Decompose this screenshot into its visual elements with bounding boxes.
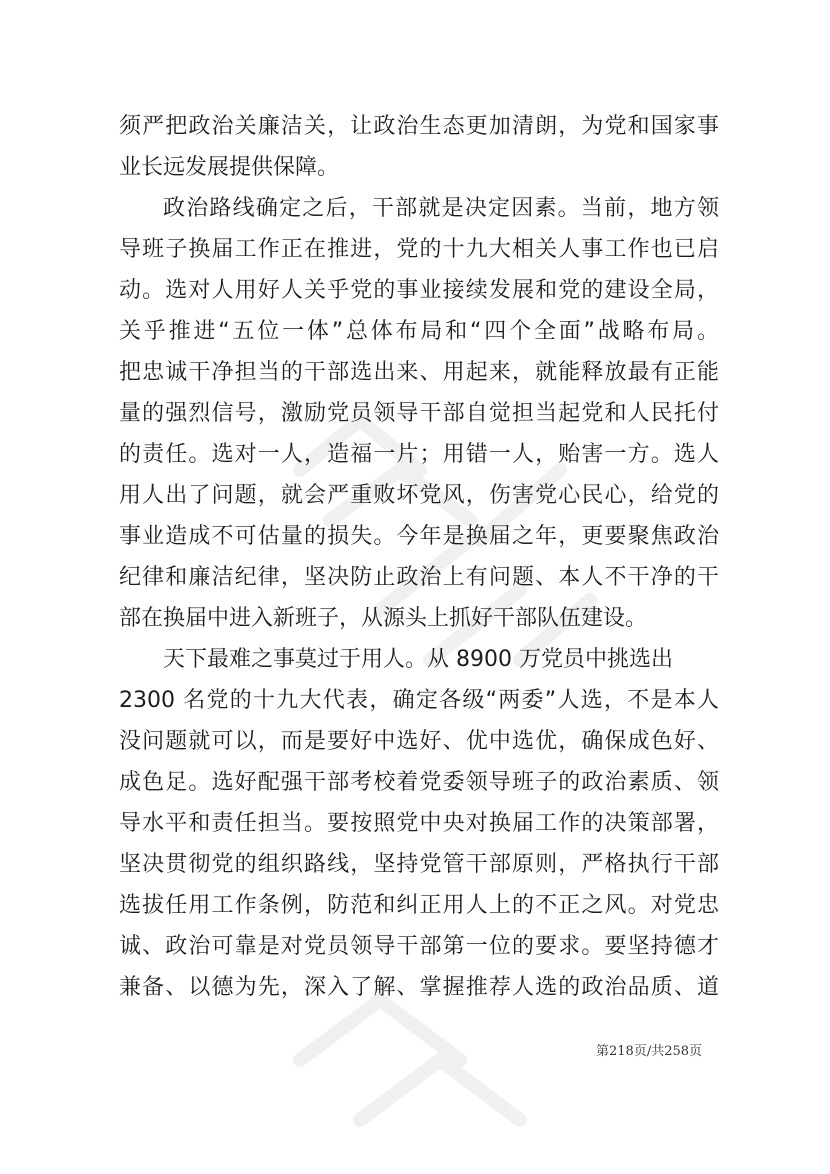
text-line: 没问题就可以，而是要好中选好、优中选优，确保成色好、 [119,729,719,754]
text-line: 关乎推进“五位一体”总体布局和“四个全面”战略布局。 [119,319,719,344]
text-line: 成色足。选好配强干部考校着党委领导班子的政治素质、领 [119,770,719,795]
text-line: 部在换届中进入新班子，从源头上抓好干部队伍建设。 [119,606,648,631]
text-line: 把忠诚干净担当的干部选出来、用起来，就能释放最有正能 [119,360,719,385]
text-line: 兼备、以德为先，深入了解、掌握推荐人选的政治品质、道 [119,975,719,1000]
page-number-footer: 第218页/共258页 [596,1044,703,1059]
text-line: 须严把政治关廉洁关，让政治生态更加清朗，为党和国家事 [119,114,719,139]
text-line: 量的强烈信号，激励党员领导干部自觉担当起党和人民托付 [119,401,719,426]
text-line: 导水平和责任担当。要按照党中央对换届工作的决策部署， [119,811,719,836]
paragraph-first-line: 政治路线确定之后，干部就是决定因素。当前，地方领 [163,196,719,221]
paragraph-first-line: 天下最难之事莫过于用人。从 8900 万党员中挑选出 [163,647,673,672]
text-line: 选拔任用工作条例，防范和纠正用人上的不正之风。对党忠 [119,893,719,918]
text-line: 2300 名党的十九大代表，确定各级“两委”人选，不是本人 [119,688,719,713]
text-line: 坚决贯彻党的组织路线，坚持党管干部原则，严格执行干部 [119,852,719,877]
text-line: 诚、政治可靠是对党员领导干部第一位的要求。要坚持德才 [119,934,719,959]
text-line: 的责任。选对一人，造福一片；用错一人，贻害一方。选人 [119,442,719,467]
text-line: 事业造成不可估量的损失。今年是换届之年，更要聚焦政治 [119,524,719,549]
text-line: 用人出了问题，就会严重败坏党风，伤害党心民心，给党的 [119,483,719,508]
text-line: 动。选对人用好人关乎党的事业接续发展和党的建设全局， [119,278,719,303]
text-line: 业长远发展提供保障。 [119,155,340,180]
text-line: 导班子换届工作正在推进，党的十九大相关人事工作也已启 [119,237,719,262]
text-line: 纪律和廉洁纪律，坚决防止政治上有问题、本人不干净的干 [119,565,719,590]
